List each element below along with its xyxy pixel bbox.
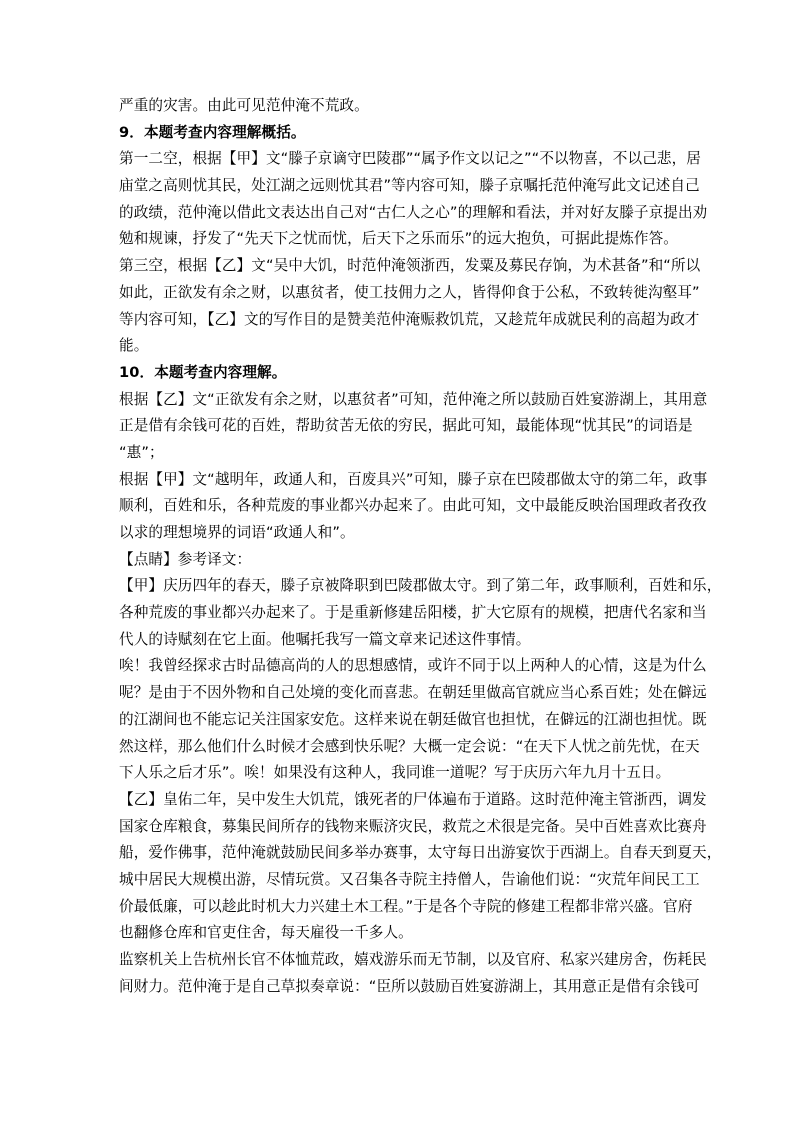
text-line: 然这样，那么他们什么时候才会感到快乐呢？大概一定会说：“在天下人忧之前先忧，在天 (119, 737, 700, 755)
text-line: 各种荒废的事业都兴办起来了。于是重新修建岳阳楼，扩大它原有的规模，把唐代名家和当 (119, 604, 707, 622)
text-line: 根据【甲】文“越明年，政通人和，百废具兴”可知，滕子京在巴陵郡做太守的第二年，政事 (119, 470, 708, 488)
text-line: 的江湖间也不能忘记关注国家安危。这样来说在朝廷做官也担忧，在僻远的江湖也担忧。既 (119, 710, 707, 728)
text-line: 等内容可知，【乙】文的写作目的是赞美范仲淹赈救饥荒，又趁荒年成就民利的高超为政才 (119, 310, 700, 328)
text-line: 下人乐之后才乐”。唉！如果没有这种人，我同谁一道呢？写于庆历六年九月十五日。 (119, 764, 671, 782)
text-line: 如此，正欲发有余之财，以惠贫者，使工技佣力之人，皆得仰食于公私，不致转徙沟壑耳” (119, 283, 700, 301)
text-line: 庙堂之高则忧其民，处江湖之远则忧其君”等内容可知，滕子京嘱托范仲淹写此文记述自己 (119, 177, 700, 195)
document-body (119, 93, 722, 1000)
question-heading: 9．本题考查内容理解概括。 (119, 123, 306, 141)
text-line: 能。 (119, 337, 149, 355)
text-line: 【乙】皇佑二年，吴中发生大饥荒，饿死者的尸体遍布于道路。这时范仲淹主管浙西，调发 (119, 790, 707, 808)
text-line: 正是借有余钱可花的百姓，帮助贫苦无依的穷民，据此可知，最能体现“忧其民”的词语是 (119, 417, 693, 435)
text-line: 第一二空，根据【甲】文“滕子京谪守巴陵郡”“属予作文以记之”“不以物喜，不以己悲，居 (119, 150, 701, 168)
text-line: 监察机关上告杭州长官不体恤荒政，嬉戏游乐而无节制，以及官府、私家兴建房舍，伤耗民 (119, 951, 707, 968)
text-line: 代人的诗赋刻在它上面。他嘱托我写一篇文章来记述这件事情。 (119, 630, 531, 648)
text-line: 也翻修仓库和官吏住舍，每天雇役一千多人。 (119, 924, 413, 942)
text-line: 以求的理想境界的词语“政通人和”。 (119, 524, 355, 541)
text-line: 价最低廉，可以趁此时机大力兴建土木工程。”于是各个寺院的修建工程都非常兴盛。官府 (119, 897, 693, 915)
text-line: 的政绩，范仲淹以借此文表达出自己对“古仁人之心”的理解和看法，并对好友滕子京提出劝 (119, 203, 708, 221)
text-line: 顺利，百姓和乐，各种荒废的事业都兴办起来了。由此可知，文中最能反映治国理政者孜孜 (119, 497, 707, 515)
text-line: “惠”； (119, 443, 164, 461)
text-line: 唉！我曾经探求古时品德高尚的人的思想感情，或许不同于以上两种人的心情，这是为什么 (119, 657, 707, 675)
question-heading: 10．本题考查内容理解。 (119, 363, 287, 381)
text-line: 船，爱作佛事，范仲淹就鼓励民间多举办赛事，太守每日出游宴饮于西湖上。自春天到夏天， (119, 844, 722, 862)
text-line: 【点睛】参考译文： (119, 550, 252, 568)
text-line: 间财力。范仲淹于是自己草拟奏章说：“臣所以鼓励百姓宴游湖上，其用意正是借有余钱可 (119, 977, 700, 995)
text-line: 根据【乙】文“正欲发有余之财，以惠贫者”可知，范仲淹之所以鼓励百姓宴游湖上，其用意 (119, 390, 708, 408)
text-line: 第三空，根据【乙】文“吴中大饥，时范仲淹领浙西，发粟及募民存饷，为术甚备”和“所以 (119, 257, 701, 275)
text-line: 城中居民大规模出游，尽情玩赏。又召集各寺院主持僧人，告谕他们说：“灾荒年间民工工 (119, 870, 700, 888)
text-line: 国家仓库粮食，募集民间所存的钱物来赈济灾民，救荒之术很是完备。吴中百姓喜欢比赛舟 (119, 817, 707, 835)
text-line: 呢？是由于不因外物和自己处境的变化而喜悲。在朝廷里做高官就应当心系百姓；处在僻远 (119, 684, 707, 702)
text-line: 勉和规谏，抒发了“先天下之忧而忧，后天下之乐而乐”的远大抱负，可据此提炼作答。 (119, 230, 678, 248)
text-line: 严重的灾害。由此可见范仲淹不荒政。 (119, 97, 369, 114)
text-line: 【甲】庆历四年的春天，滕子京被降职到巴陵郡做太守。到了第二年，政事顺利，百姓和乐， (119, 577, 722, 595)
